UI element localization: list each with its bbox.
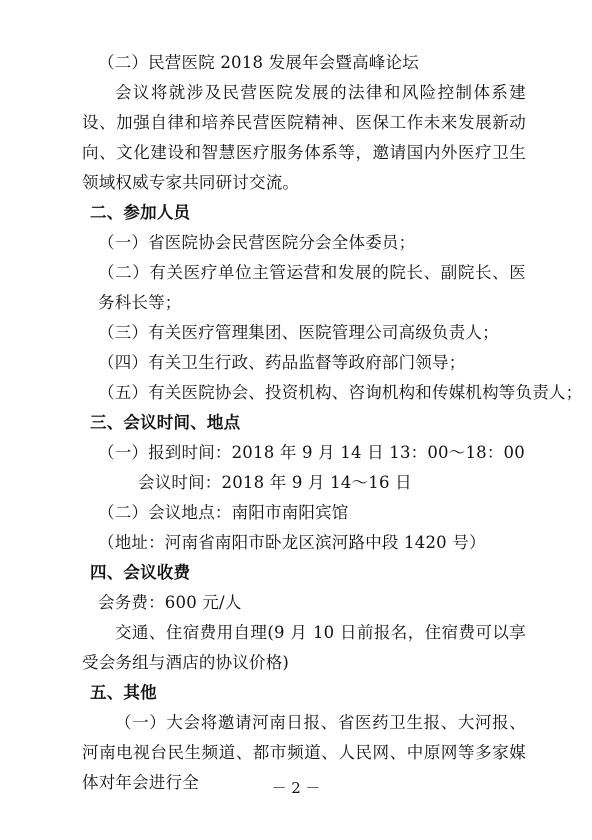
paragraph-forum-description: 会议将就涉及民营医院发展的法律和风险控制体系建设、加强自律和培养民营医院精神、医保工作未来发展新动向、文化建设和智慧医疗服务体系等，邀请国内外医疗卫生领域权威专家共同研讨交流。 — [82, 83, 526, 192]
section-heading-fees: 四、会议收费 — [90, 563, 191, 582]
section-heading-participants: 二、参加人员 — [90, 203, 191, 222]
subsection-title-forum: （二）民营医院 2018 发展年会暨高峰论坛 — [98, 53, 419, 72]
participant-item-2: （二）有关医疗单位主管运营和发展的院长、副院长、医务科长等； — [98, 263, 526, 312]
registration-time: （一）报到时间：2018 年 9 月 14 日 13：00～18：00 — [98, 443, 525, 462]
media-coverage-paragraph: （一）大会将邀请河南日报、省医药卫生报、大河报、河南电视台民生频道、都市频道、人民网、中原网等多家媒体对年会进行全 — [82, 713, 526, 792]
participant-item-5: （五）有关医院协会、投资机构、咨询机构和传媒机构等负责人； — [98, 383, 583, 402]
meeting-time: 会议时间：2018 年 9 月 14～16 日 — [138, 473, 412, 492]
conference-fee: 会务费：600 元/人 — [98, 593, 242, 612]
travel-accommodation-note: 交通、住宿费用自理(9 月 10 日前报名，住宿费可以享受会务组与酒店的协议价格) — [82, 623, 526, 672]
participant-item-3: （三）有关医疗管理集团、医院管理公司高级负责人； — [98, 323, 499, 342]
participant-item-4: （四）有关卫生行政、药品监督等政府部门领导； — [98, 353, 466, 372]
meeting-venue: （二）会议地点：南阳市南阳宾馆 — [98, 503, 349, 522]
venue-address: （地址：河南省南阳市卧龙区滨河路中段 1420 号） — [98, 533, 486, 552]
document-body — [82, 48, 583, 798]
section-heading-other: 五、其他 — [90, 683, 157, 702]
page-number: － 2 － — [271, 779, 321, 797]
participant-item-1: （一）省医院协会民营医院分会全体委员； — [98, 233, 416, 252]
section-heading-time-place: 三、会议时间、地点 — [90, 413, 241, 432]
